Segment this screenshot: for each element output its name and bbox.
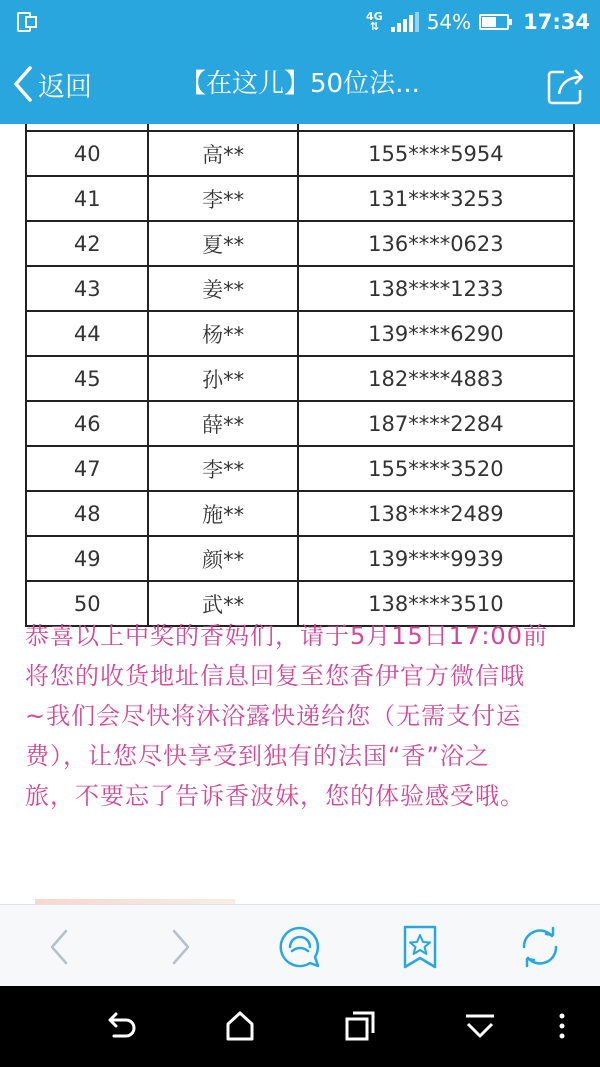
notice-line: 将您的收货地址信息回复至您香伊官方微信哦 <box>25 662 525 690</box>
table-row <box>26 446 574 491</box>
winner-name: 薛** <box>148 401 297 446</box>
table-row <box>26 401 574 446</box>
network-label: 4G <box>366 10 383 23</box>
winner-phone: 187****2284 <box>298 401 574 446</box>
winner-phone: 138****1233 <box>298 266 574 311</box>
winner-name: 孙** <box>148 356 297 401</box>
row-number: 42 <box>26 221 148 266</box>
winner-phone: 139****6290 <box>298 311 574 356</box>
page-title: 【在这儿】50位法... <box>180 69 420 99</box>
table-row <box>26 131 574 176</box>
row-number: 40 <box>26 131 148 176</box>
winner-phone: 138****3510 <box>298 581 574 626</box>
forward-arrow-icon[interactable] <box>156 923 204 971</box>
battery-percent: 54% <box>426 10 472 34</box>
back-arrow-icon[interactable] <box>36 923 84 971</box>
winner-name: 夏** <box>148 221 297 266</box>
table-row <box>26 356 574 401</box>
back-label: 返回 <box>38 71 92 103</box>
winner-name: 李** <box>148 446 297 491</box>
winner-name: 李** <box>148 176 297 221</box>
table-row <box>26 491 574 536</box>
winner-name: 颜** <box>148 536 297 581</box>
winner-phone: 182****4883 <box>298 356 574 401</box>
android-back-icon[interactable] <box>102 1008 138 1044</box>
network-indicator <box>366 12 383 32</box>
android-hide-keyboard-icon[interactable] <box>462 1008 498 1044</box>
row-number: 48 <box>26 491 148 536</box>
screen-mirror-icon <box>16 11 38 33</box>
winner-name: 杨** <box>148 311 297 356</box>
winner-name: 施** <box>148 491 297 536</box>
winner-name: 高** <box>148 131 297 176</box>
notice-text <box>25 616 580 816</box>
android-menu-icon[interactable] <box>552 1008 572 1044</box>
chevron-left-icon <box>10 64 36 104</box>
android-nav-bar <box>0 986 600 1067</box>
back-button[interactable] <box>10 62 92 106</box>
status-right <box>366 0 590 44</box>
bookmark-star-icon[interactable] <box>396 923 444 971</box>
row-number: 41 <box>26 176 148 221</box>
nav-bar <box>0 44 600 124</box>
winner-name: 武** <box>148 581 297 626</box>
winner-phone: 131****3253 <box>298 176 574 221</box>
android-recents-icon[interactable] <box>342 1008 378 1044</box>
winner-phone: 136****0623 <box>298 221 574 266</box>
table-row-partial <box>26 124 574 131</box>
table-row <box>26 311 574 356</box>
winner-phone: 139****9939 <box>298 536 574 581</box>
battery-fill <box>482 17 496 27</box>
share-icon[interactable] <box>544 64 588 108</box>
winner-phone: 138****2489 <box>298 491 574 536</box>
android-home-icon[interactable] <box>222 1008 258 1044</box>
row-number: 49 <box>26 536 148 581</box>
status-bar <box>0 0 600 44</box>
table-row <box>26 266 574 311</box>
notice-line: 恭喜以上中奖的香妈们，请于5月15日17:00前 <box>25 622 548 650</box>
row-number: 47 <box>26 446 148 491</box>
row-number: 50 <box>26 581 148 626</box>
winner-phone: 155****5954 <box>298 131 574 176</box>
row-number: 45 <box>26 356 148 401</box>
refresh-icon[interactable] <box>516 923 564 971</box>
comment-icon[interactable] <box>276 923 324 971</box>
table-row <box>26 536 574 581</box>
row-number: 43 <box>26 266 148 311</box>
row-number: 46 <box>26 401 148 446</box>
notice-line: 费），让您尽快享受到独有的法国“香”浴之 <box>25 742 490 770</box>
notice-line: ~我们会尽快将沐浴露快递给您（无需支付运 <box>25 702 522 730</box>
data-arrows-icon: ⇅ <box>369 20 379 33</box>
signal-icon <box>391 12 419 32</box>
winner-name: 姜** <box>148 266 297 311</box>
table-row <box>26 176 574 221</box>
notice-line: 旅，不要忘了告诉香波妹，您的体验感受哦。 <box>25 782 525 810</box>
browser-toolbar <box>0 904 600 986</box>
winner-phone: 155****3520 <box>298 446 574 491</box>
winners-table <box>25 124 575 627</box>
article-content[interactable] <box>0 124 600 904</box>
battery-icon <box>479 14 509 30</box>
table-row <box>26 221 574 266</box>
row-number: 44 <box>26 311 148 356</box>
clock: 17:34 <box>523 10 590 34</box>
